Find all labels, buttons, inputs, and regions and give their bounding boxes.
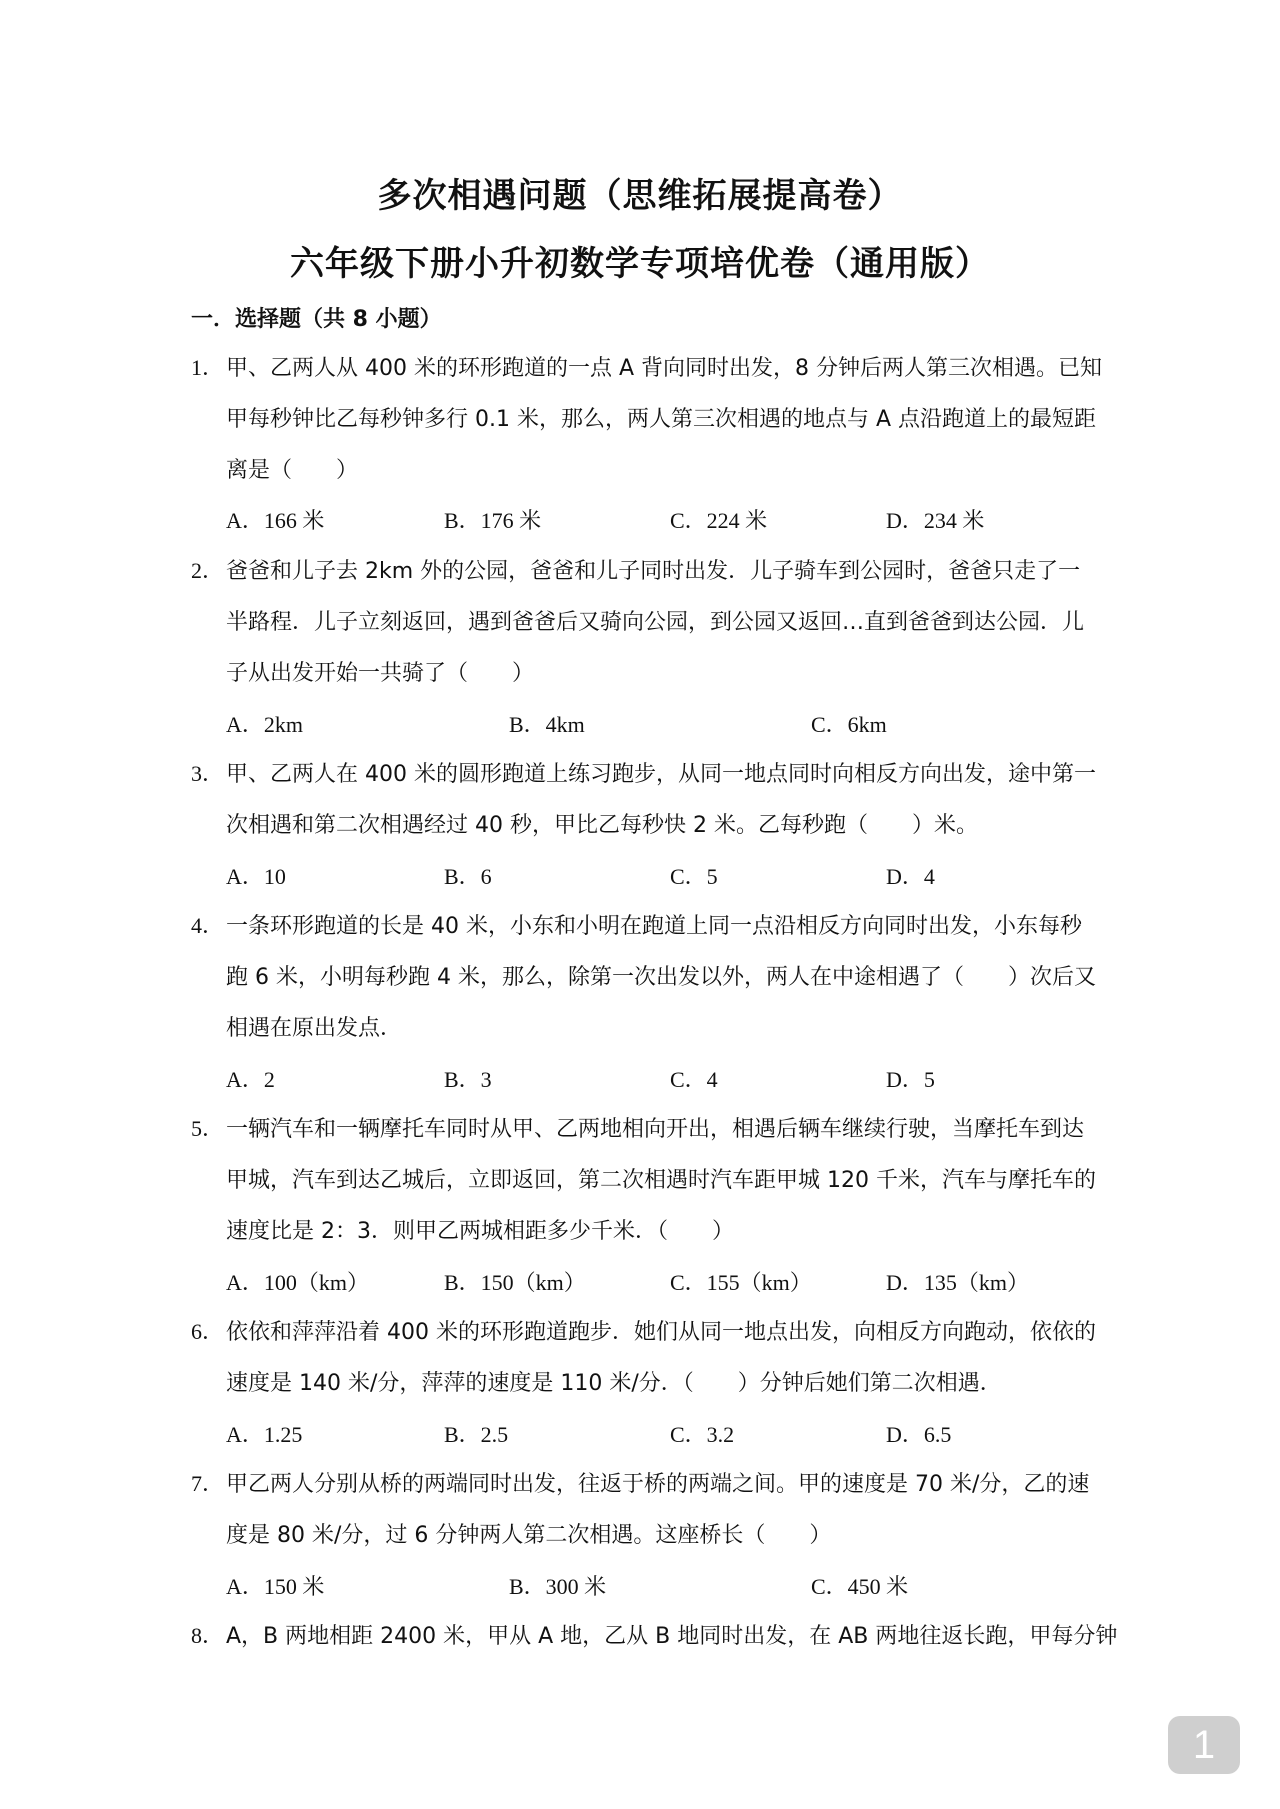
question-text: 甲每秒钟比乙每秒钟多行 0.1 米，那么，两人第三次相遇的地点与 A 点沿跑道上的最短距 — [226, 407, 1097, 432]
question-text: 甲、乙两人从 400 米的环形跑道的一点 A 背向同时出发，8 分钟后两人第三次相遇。已知 — [226, 356, 1103, 381]
option-d[interactable]: D．5 — [886, 1067, 935, 1092]
question-text: 甲、乙两人在 400 米的圆形跑道上练习跑步，从同一地点同时向相反方向出发，途中第一 — [226, 762, 1096, 787]
option-b[interactable]: B．3 — [444, 1067, 492, 1092]
option-d[interactable]: D．135（km） — [886, 1270, 1030, 1295]
question-number: 4． — [191, 913, 225, 938]
question-text: 甲城，汽车到达乙城后，立即返回，第二次相遇时汽车距甲城 120 千米，汽车与摩托车的 — [226, 1168, 1096, 1193]
question-text: 一辆汽车和一辆摩托车同时从甲、乙两地相向开出，相遇后辆车继续行驶，当摩托车到达 — [226, 1117, 1085, 1142]
option-b[interactable]: B．150（km） — [444, 1270, 586, 1295]
question-text: A，B 两地相距 2400 米，甲从 A 地，乙从 B 地同时出发，在 AB 两地往返长跑，甲每分钟 — [226, 1624, 1118, 1649]
option-a[interactable]: A．1.25 — [226, 1422, 303, 1447]
question-text: 离是（ ） — [226, 458, 359, 483]
question-number: 5． — [191, 1116, 225, 1141]
question-4 — [191, 900, 1099, 1054]
option-a[interactable]: A．166 米 — [226, 508, 325, 533]
option-d[interactable]: D．6.5 — [886, 1422, 952, 1447]
question-7 — [191, 1458, 1099, 1561]
question-text: 爸爸和儿子去 2km 外的公园，爸爸和儿子同时出发．儿子骑车到公园时，爸爸只走了一 — [226, 559, 1081, 584]
option-b[interactable]: B．2.5 — [444, 1422, 509, 1447]
option-c[interactable]: C．155（km） — [670, 1270, 812, 1295]
question-text: 相遇在原出发点． — [226, 1016, 403, 1041]
question-2 — [191, 545, 1099, 699]
question-text: 一条环形跑道的长是 40 米，小东和小明在跑道上同一点沿相反方向同时出发，小东每秒 — [226, 914, 1082, 939]
question-text: 甲乙两人分别从桥的两端同时出发，往返于桥的两端之间。甲的速度是 70 米/分，乙的速 — [226, 1472, 1090, 1497]
section-heading: 一．选择题（共 8 小题） — [191, 307, 442, 332]
question-1 — [191, 342, 1103, 496]
question-text: 速度比是 2：3．则甲乙两城相距多少千米．（ ） — [226, 1219, 734, 1244]
option-c[interactable]: C．3.2 — [670, 1422, 735, 1447]
option-c[interactable]: C．5 — [670, 864, 718, 889]
question-text: 依依和萍萍沿着 400 米的环形跑道跑步．她们从同一地点出发，向相反方向跑动，依依的 — [226, 1320, 1096, 1345]
question-6 — [191, 1306, 1099, 1409]
option-b[interactable]: B．6 — [444, 864, 492, 889]
option-c[interactable]: C．450 米 — [811, 1574, 909, 1599]
option-a[interactable]: A．2 — [226, 1067, 275, 1092]
question-number: 6． — [191, 1319, 225, 1344]
question-number: 8． — [191, 1623, 225, 1648]
option-c[interactable]: C．224 米 — [670, 508, 768, 533]
option-a[interactable]: A．150 米 — [226, 1574, 325, 1599]
option-c[interactable]: C．4 — [670, 1067, 718, 1092]
question-text: 度是 80 米/分，过 6 分钟两人第二次相遇。这座桥长（ ） — [226, 1523, 832, 1548]
question-text: 半路程．儿子立刻返回，遇到爸爸后又骑向公园，到公园又返回…直到爸爸到达公园．儿 — [226, 610, 1085, 635]
question-text: 速度是 140 米/分，萍萍的速度是 110 米/分．（ ）分钟后她们第二次相遇． — [226, 1371, 1002, 1396]
option-a[interactable]: A．100（km） — [226, 1270, 370, 1295]
question-8 — [191, 1610, 1118, 1662]
document-subtitle: 六年级下册小升初数学专项培优卷（通用版） — [290, 244, 990, 284]
question-number: 3． — [191, 761, 225, 786]
question-number: 1． — [191, 355, 225, 380]
question-text: 子从出发开始一共骑了（ ） — [226, 661, 535, 686]
question-3 — [191, 748, 1099, 851]
question-number: 7． — [191, 1471, 225, 1496]
document-title: 多次相遇问题（思维拓展提高卷） — [377, 176, 903, 216]
option-b[interactable]: B．176 米 — [444, 508, 542, 533]
question-5 — [191, 1103, 1099, 1257]
question-text: 跑 6 米，小明每秒跑 4 米，那么，除第一次出发以外，两人在中途相遇了（ ）次后又 — [226, 965, 1096, 990]
option-b[interactable]: B．300 米 — [509, 1574, 607, 1599]
question-number: 2． — [191, 558, 225, 583]
option-d[interactable]: D．4 — [886, 864, 935, 889]
option-a[interactable]: A．2km — [226, 712, 304, 737]
option-a[interactable]: A．10 — [226, 864, 286, 889]
option-b[interactable]: B．4km — [509, 712, 585, 737]
page-number-badge: 1 — [1168, 1716, 1240, 1774]
option-d[interactable]: D．234 米 — [886, 508, 985, 533]
option-c[interactable]: C．6km — [811, 712, 887, 737]
question-text: 次相遇和第二次相遇经过 40 秒，甲比乙每秒快 2 米。乙每秒跑（ ）米。 — [226, 813, 978, 838]
